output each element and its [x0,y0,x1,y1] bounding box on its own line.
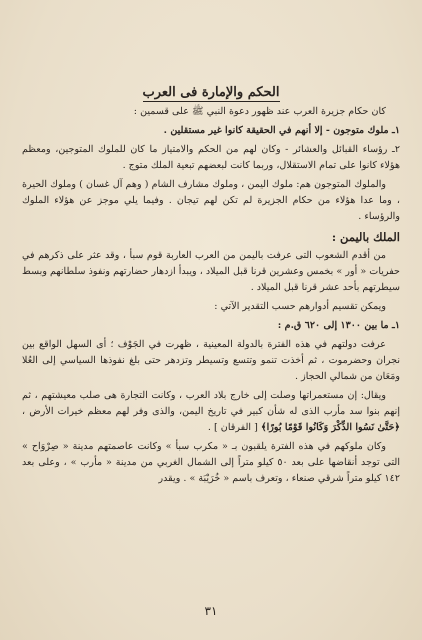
list-item-kings: ١ـ ملوك متوجون - إلا أنهم في الحقيقة كانوا غير مستقلين . [163,125,400,136]
yemen-paragraph: من أقدم الشعوب التى عرفت باليمن من العرب العاربة قوم سبأ ، وقد عثر على ذكرهم في حفريات « أور » بخمس وعشرين قرنا قبل الميلاد ، ويبدأ ازدهار حضارتهم ونفوذ سلطانهم وبسط سيطرتهم بأحد عشر قرنا قبل الميلاد . [22,250,400,293]
quran-verse: ﴿حَتَّىٰ نَسُوا الذِّكْرَ وَكَانُوا قَوْمًا بُورًا﴾ [260,422,400,433]
page-body [22,84,400,490]
crowned-kings-paragraph: والملوك المتوجون هم: ملوك اليمن ، وملوك مشارف الشام ( وهم آل غسان ) وملوك الحيرة ، وما عدا هؤلاء من حكام الجزيرة لم تكن لهم تيجان . وفيما يلي موجز عن هؤلاء الملوك والرؤساء . [22,179,400,222]
quran-reference: [ الفرقان ] . [207,422,258,433]
list-item-chiefs: ٢ـ رؤساء القبائل والعشائر - وكان لهم من الحكم والامتياز ما كان للملوك المتوجين، ومعظم هؤلاء كانوا على تمام الاستقلال، وربما كانت لبعضهم تبعية الملك متوج . [22,144,400,171]
page-title [22,84,400,102]
yemen-periods-intro: ويمكن تقسيم أدوارهم حسب التقدير الآتي : [214,301,386,312]
period-heading: ١ـ ما بين ١٣٠٠ إلى ٦٢٠ ق.م : [277,320,400,331]
page-number: ٣١ [204,604,218,618]
quote-paragraph [22,388,400,436]
intro-paragraph: كان حكام جزيرة العرب عند ظهور دعوة النبي ﷺ على قسمين : [133,106,386,117]
page-title-text: الحكم والإمارة فى العرب [142,85,280,100]
quote-text: ويقال: إن مستعمراتها وصلت إلى خارج بلاد العرب ، وكانت التجارة هى صلب معيشتهم ، ثم إنهم بنوا سد مأرب الذى له شأن كبير في تاريخ اليمن، والذى وفر لهم معظم خيرات الأرض ، [22,390,400,417]
period-paragraph: عرفت دولتهم في هذه الفترة بالدولة المعينية ، ظهرت في الجَوْف ؛ أى السهل الواقع بين نجران وحضرموت ، ثم أخذت تنمو وتتسع وتسيطر وتزدهر حتى بلغ نفوذها السياسي إلى العُلا ومَعَان من شمالي الحجاز . [22,339,400,382]
section-heading: الملك باليمن : [331,230,400,244]
kings-paragraph: وكان ملوكهم في هذه الفترة يلقبون بـ « مكرب سبأ » وكانت عاصمتهم مدينة « صِرْوَاح » التى توجد أنقاضها على بعد ٥٠ كيلو متراً إلى الشمال الغربي من مدينة « مأرب » ، وعلى بعد ١٤٢ كيلو متراً شرقي صنعاء ، وتعرف باسم « خُرَيْبَة » . ويقدر [22,441,400,484]
